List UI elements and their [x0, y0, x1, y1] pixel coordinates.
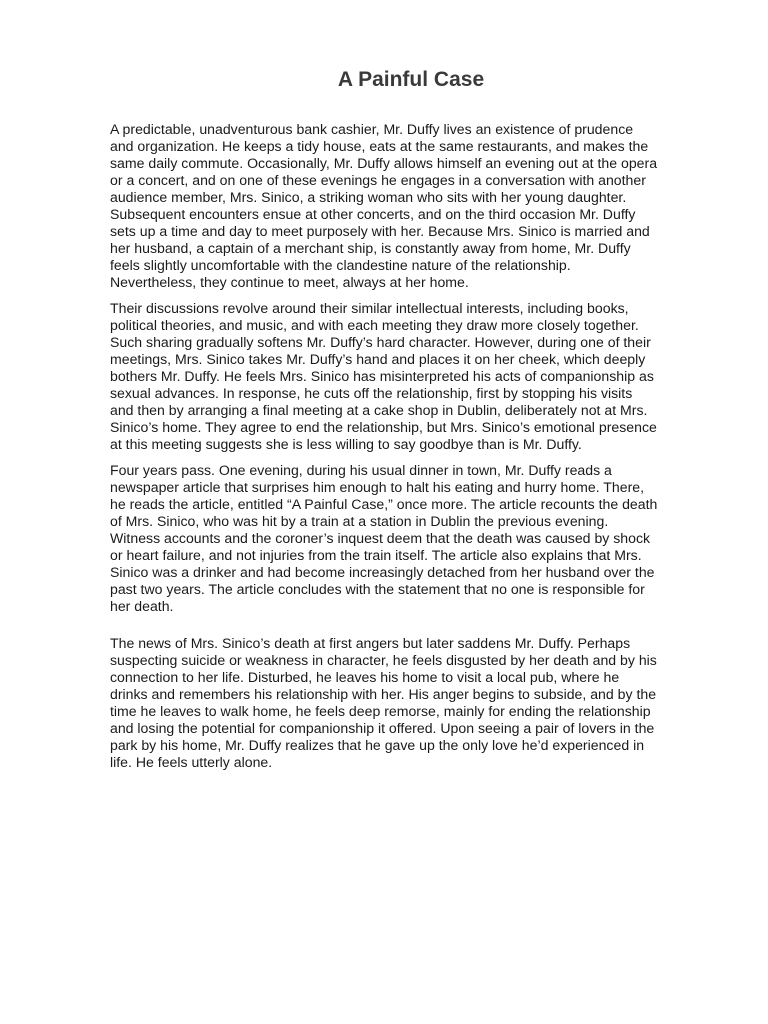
paragraph-spacer: [110, 453, 716, 462]
paragraph-spacer: [110, 291, 716, 300]
paragraph-2: Their discussions revolve around their similar intellectual interests, including books, political theories, and music, and with each meeting they draw more closely together. Such sharing gradually softens Mr. Duffy’s hard character. However, during one of their meetings, Mrs. Sinico takes Mr. Duffy’s hand and places it on her cheek, which deeply bothers Mr. Duffy. He feels Mrs. Sinico has misinterpreted his acts of companionship as sexual advances. In response, he cuts off the relationship, first by stopping his visits and then by arranging a final meeting at a cake shop in Dublin, deliberately not at Mrs. Sinico’s home. They agree to end the relationship, but Mrs. Sinico’s emotional presence at this meeting suggests she is less willing to say goodbye than is Mr. Duffy.: [110, 300, 657, 452]
paragraph-4: The news of Mrs. Sinico’s death at first angers but later saddens Mr. Duffy. Perhaps suspecting suicide or weakness in character, he feels disgusted by her death and by his connection to her life. Disturbed, he leaves his home to visit a local pub, where he drinks and remembers his relationship with her. His anger begins to subside, and by the time he leaves to walk home, he feels deep remorse, mainly for ending the relationship and losing the potential for companionship it offered. Upon seeing a pair of lovers in the park by his home, Mr. Duffy realizes that he gave up the only love he’d experienced in life. He feels utterly alone.: [110, 635, 657, 770]
paragraph-spacer: [110, 615, 716, 635]
document-title: A Painful Case: [337, 68, 485, 91]
document-body: [110, 121, 716, 771]
paragraph-1: A predictable, unadventurous bank cashier, Mr. Duffy lives an existence of prudence and organization. He keeps a tidy house, eats at the same restaurants, and makes the same daily commute. Occasionally, Mr. Duffy allows himself an evening out at the opera or a concert, and on one of these evenings he engages in a conversation with another audience member, Mrs. Sinico, a striking woman who sits with her young daughter. Subsequent encounters ensue at other concerts, and on the third occasion Mr. Duffy sets up a time and day to meet purposely with her. Because Mrs. Sinico is married and her husband, a captain of a merchant ship, is constantly away from home, Mr. Duffy feels slightly uncomfortable with the clandestine nature of the relationship. Nevertheless, they continue to meet, always at her home.: [110, 121, 658, 290]
paragraph-3: Four years pass. One evening, during his usual dinner in town, Mr. Duffy reads a newspaper article that surprises him enough to halt his eating and hurry home. There, he reads the article, entitled “A Painful Case,” once more. The article recounts the death of Mrs. Sinico, who was hit by a train at a station in Dublin the previous evening. Witness accounts and the coroner’s inquest deem that the death was caused by shock or heart failure, and not injuries from the train itself. The article also explains that Mrs. Sinico was a drinker and had become increasingly detached from her husband over the past two years. The article concludes with the statement that no one is responsible for her death.: [110, 462, 658, 614]
